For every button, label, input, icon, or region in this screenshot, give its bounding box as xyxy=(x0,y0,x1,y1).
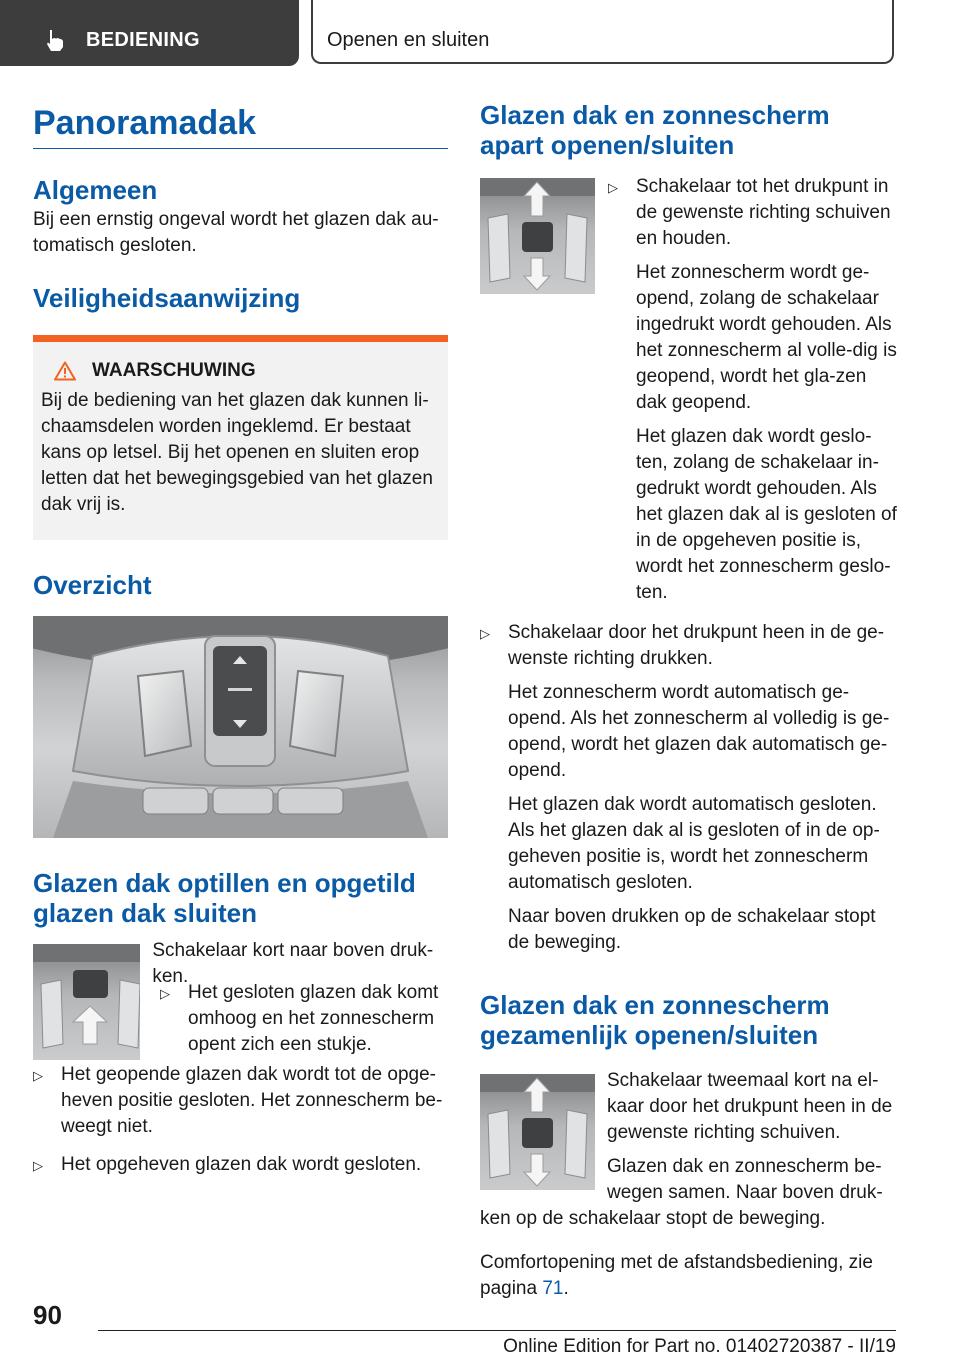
overhead-console-illustration xyxy=(33,616,448,838)
page-title: Panoramadak xyxy=(33,104,256,142)
triangle-bullet-icon: ▷ xyxy=(160,986,170,1001)
footer-rule xyxy=(98,1330,896,1331)
general-text: Bij een ernstig ongeval wordt het glazen dak au-tomatisch gesloten. xyxy=(33,209,439,256)
warning-text: Bij de bediening van het glazen dak kunnen li-chaamsdelen worden ingeklemd. Er bestaat kans op letsel. Bij het openen en sluiten erop letten dat het bewegingsgebied van het glazen dak vrij is. xyxy=(41,390,433,515)
list-item xyxy=(608,174,897,606)
together-text: Schakelaar tweemaal kort na el-kaar door het drukpunt heen in de gewenste richting schuiven. xyxy=(607,1070,893,1143)
right-column xyxy=(480,100,897,1302)
safety-heading: Veiligheidsaanwijzing xyxy=(33,283,301,313)
edition-text: Online Edition for Part no. 01402720387 - II/19 xyxy=(503,1336,896,1357)
section-tab xyxy=(0,0,299,66)
switch-separate-image xyxy=(480,178,595,294)
lift-bullet-2: Het geopende glazen dak wordt tot de opge-heven positie gesloten. Het zonnescherm be-weegt niet. xyxy=(61,1064,443,1137)
page-number: 90 xyxy=(33,1300,62,1330)
triangle-bullet-icon: ▷ xyxy=(33,1158,43,1173)
list-item xyxy=(480,620,897,956)
switch-slide-illustration xyxy=(480,178,595,294)
warning-title: WAARSCHUWING xyxy=(92,360,256,381)
comfort-paragraph xyxy=(480,1250,897,1302)
triangle-bullet-icon: ▷ xyxy=(480,626,490,641)
lift-bullet-3: Het opgeheven glazen dak wordt gesloten. xyxy=(61,1154,422,1175)
comfort-end: . xyxy=(563,1278,569,1299)
section-title: BEDIENING xyxy=(86,29,200,51)
separate-heading: Glazen dak en zonnescherm apart openen/sluiten xyxy=(480,100,830,160)
list-item xyxy=(160,980,450,1058)
warning-box xyxy=(33,335,448,540)
triangle-bullet-icon: ▷ xyxy=(608,180,618,195)
lift-bullet-1: Het gesloten glazen dak komt omhoog en het zonnescherm opent zich een stukje. xyxy=(188,982,439,1055)
list-item xyxy=(33,1062,450,1140)
sep-bullet-1-para-2: Het glazen dak wordt geslo-ten, zolang de schakelaar in-gedrukt wordt gehouden. Als het glazen dak al is gesloten of in de opgeheven positie is, wordt het zonnescherm geslo-ten. xyxy=(636,426,897,603)
switch-together-image xyxy=(480,1074,595,1190)
warning-triangle-icon xyxy=(54,361,76,381)
sep-bullet-1: Schakelaar tot het drukpunt in de gewenste richting schuiven en houden. xyxy=(636,176,891,249)
lift-text: Schakelaar kort naar boven druk-ken. xyxy=(152,940,434,987)
sep-bullet-2-para-3: Naar boven drukken op de schakelaar stopt de beweging. xyxy=(508,906,876,953)
page-reference-link[interactable]: 71 xyxy=(542,1278,564,1299)
together-text-2: Glazen dak en zonnescherm be-wegen samen. Naar boven druk-ken op de schakelaar stopt de beweging. xyxy=(480,1156,883,1229)
together-heading: Glazen dak en zonnescherm gezamenlijk openen/sluiten xyxy=(480,990,830,1050)
list-item xyxy=(33,1152,450,1178)
comfort-text: Comfortopening met de afstandsbediening, zie pagina xyxy=(480,1252,873,1299)
sep-bullet-2: Schakelaar door het drukpunt heen in de ge-wenste richting drukken. xyxy=(508,622,885,669)
switch-lift-illustration xyxy=(33,944,140,1060)
overview-image xyxy=(33,616,448,838)
switch-lift-image xyxy=(33,944,140,1060)
sep-bullet-1-para-1: Het zonnescherm wordt ge-opend, zolang de schakelaar ingedrukt wordt gehouden. Als het zonnescherm al volle-dig is geopend, wordt het gla-zen dak geopend. xyxy=(636,262,897,413)
overview-heading: Overzicht xyxy=(33,570,152,600)
left-column xyxy=(33,100,448,1060)
lift-heading: Glazen dak optillen en opgetild glazen dak sluiten xyxy=(33,868,416,928)
hand-pointer-icon xyxy=(42,27,68,53)
triangle-bullet-icon: ▷ xyxy=(33,1068,43,1083)
title-rule xyxy=(33,148,448,149)
switch-double-press-illustration xyxy=(480,1074,595,1190)
general-heading: Algemeen xyxy=(33,175,158,205)
sep-bullet-2-para-1: Het zonnescherm wordt automatisch ge-opend. Als het zonnescherm al volledig is ge-opend, wordt het glazen dak automatisch ge-opend. xyxy=(508,682,890,781)
sep-bullet-2-para-2: Het glazen dak wordt automatisch gesloten. Als het glazen dak al is gesloten of in de op-geheven positie is, wordt het zonnescherm automatisch gesloten. xyxy=(508,794,880,893)
chapter-tab xyxy=(311,0,894,64)
chapter-title: Openen en sluiten xyxy=(327,29,490,51)
